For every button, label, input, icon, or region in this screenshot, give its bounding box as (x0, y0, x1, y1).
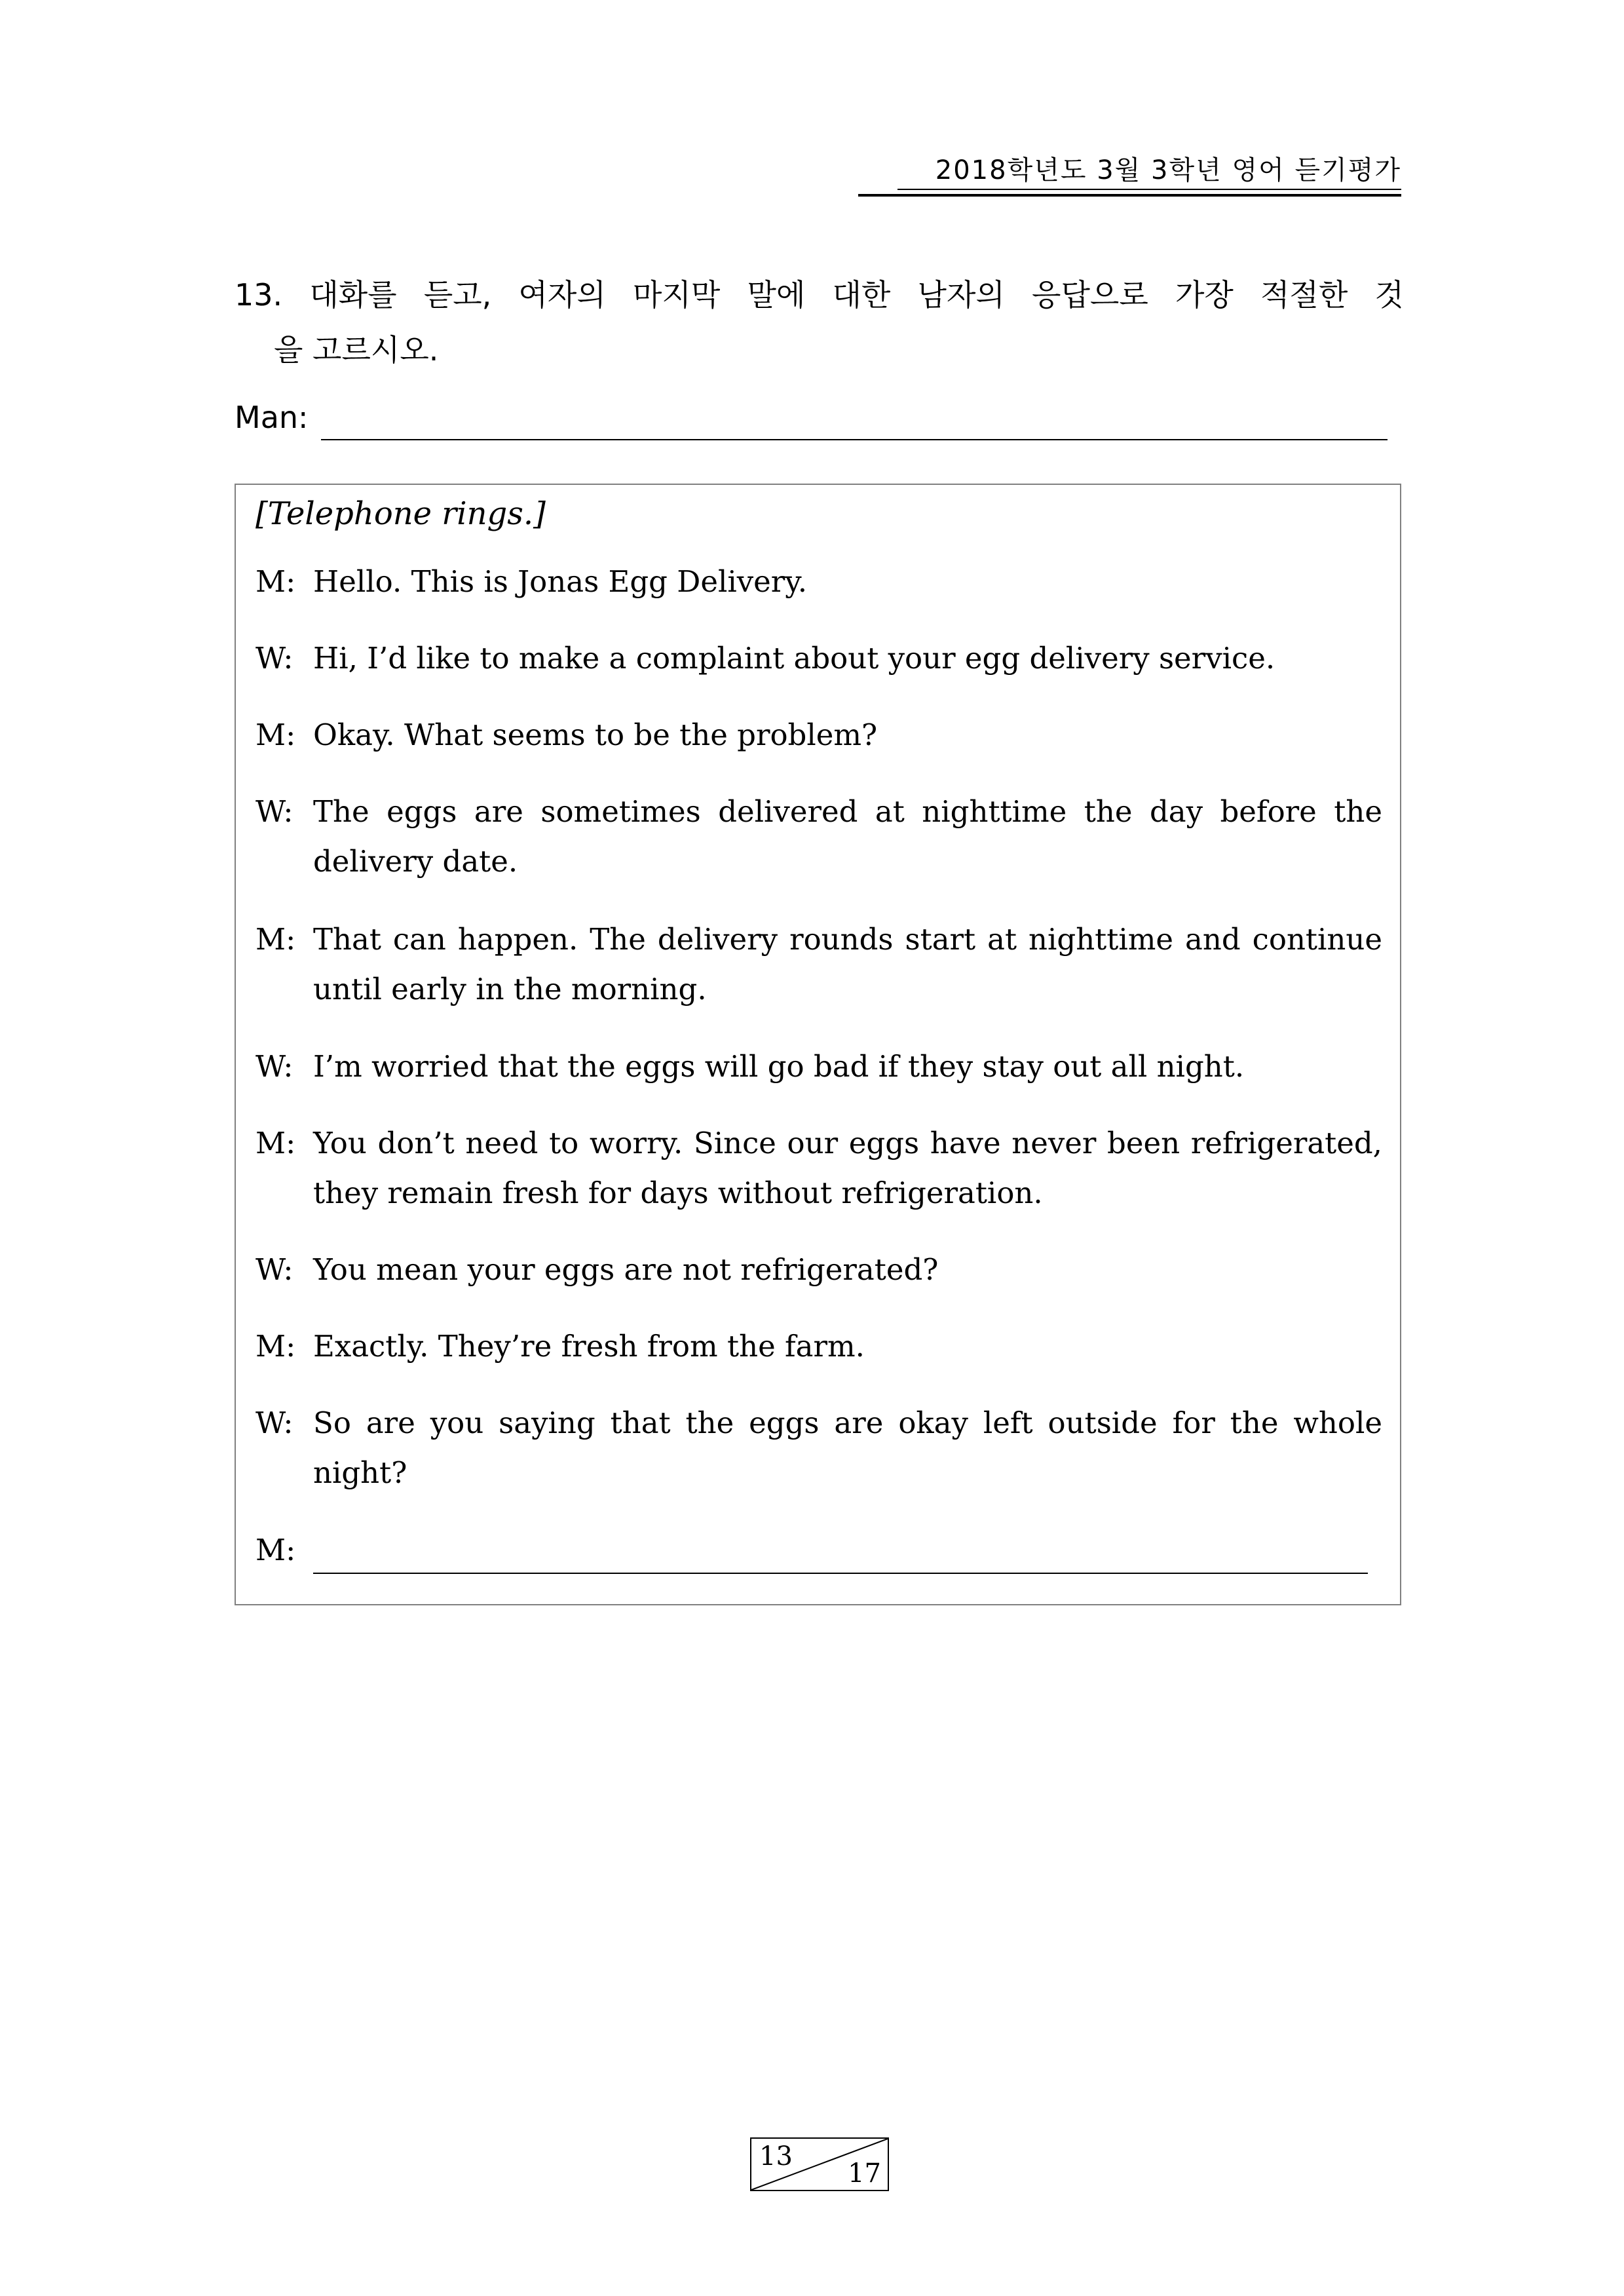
page-current: 13 (759, 2141, 793, 2172)
turn-text: Exactly. They’re fresh from the farm. (313, 1329, 865, 1364)
speaker-label: W: (255, 641, 293, 676)
turn-text: That can happen. The delivery rounds start at nighttime and continue until early in the morning. (313, 922, 1382, 1006)
final-answer-blank-line (313, 1573, 1368, 1574)
dialogue-turn (255, 1322, 1384, 1371)
answer-label: Man: (235, 400, 309, 435)
speaker-label: M: (255, 1126, 296, 1160)
question-line-1 (235, 267, 1404, 322)
question-word: 것 (1374, 277, 1404, 313)
turn-text: I’m worried that the eggs will go bad if they stay out all night. (313, 1049, 1245, 1084)
question-word: 대화를 (309, 277, 397, 313)
page-number-box (750, 2137, 889, 2191)
question-13 (235, 267, 1404, 377)
speaker-label: M: (255, 564, 296, 599)
speaker-label: W: (255, 794, 293, 829)
page-total: 17 (848, 2158, 881, 2189)
question-word: 말에 (747, 277, 806, 313)
header-rule-thin (897, 189, 1401, 190)
speaker-label: M: (255, 1533, 296, 1567)
turn-text: Hi, I’d like to make a complaint about your egg delivery service. (313, 641, 1275, 676)
turn-text: You don’t need to worry. Since our eggs have never been refrigerated, they remain fresh for days without refrigeration. (313, 1126, 1382, 1210)
answer-blank-line (321, 439, 1388, 440)
question-word: 대한 (832, 277, 891, 313)
question-word: 적절한 (1260, 277, 1348, 313)
dialogue-script-box (235, 484, 1401, 1605)
question-number: 13. (235, 277, 283, 313)
dialogue-turn (255, 557, 1384, 607)
speaker-label: W: (255, 1049, 293, 1084)
dialogue-turn (255, 1245, 1384, 1295)
speaker-label: M: (255, 922, 296, 957)
header-rule-thick (858, 194, 1401, 197)
question-word: 여자의 (518, 277, 606, 313)
question-word: 응답으로 (1032, 277, 1148, 313)
turn-text: You mean your eggs are not refrigerated? (313, 1252, 939, 1287)
speaker-label: M: (255, 1329, 296, 1364)
turn-text: Hello. This is Jonas Egg Delivery. (313, 564, 808, 599)
dialogue-turn (255, 787, 1384, 887)
question-word: 가장 (1175, 277, 1234, 313)
dialogue-turn (255, 1398, 1384, 1498)
question-line-2: 을 고르시오. (274, 332, 439, 368)
dialogue-turn (255, 915, 1384, 1014)
turn-text: Okay. What seems to be the problem? (313, 718, 878, 752)
speaker-label: W: (255, 1252, 293, 1287)
stage-direction: [Telephone rings.] (255, 495, 546, 532)
question-word: 듣고, (423, 277, 492, 313)
turn-text: So are you saying that the eggs are okay left outside for the whole night? (313, 1406, 1382, 1490)
speaker-label: M: (255, 718, 296, 752)
turn-text: The eggs are sometimes delivered at nighttime the day before the delivery date. (313, 794, 1382, 879)
question-word: 남자의 (917, 277, 1005, 313)
question-word: 마지막 (632, 277, 721, 313)
dialogue-turn (255, 634, 1384, 683)
dialogue-turn (255, 1119, 1384, 1218)
exam-title: 2018학년도 3월 3학년 영어 듣기평가 (935, 155, 1401, 185)
dialogue-turn (255, 710, 1384, 760)
dialogue-turn (255, 1042, 1384, 1092)
speaker-label: W: (255, 1406, 293, 1440)
